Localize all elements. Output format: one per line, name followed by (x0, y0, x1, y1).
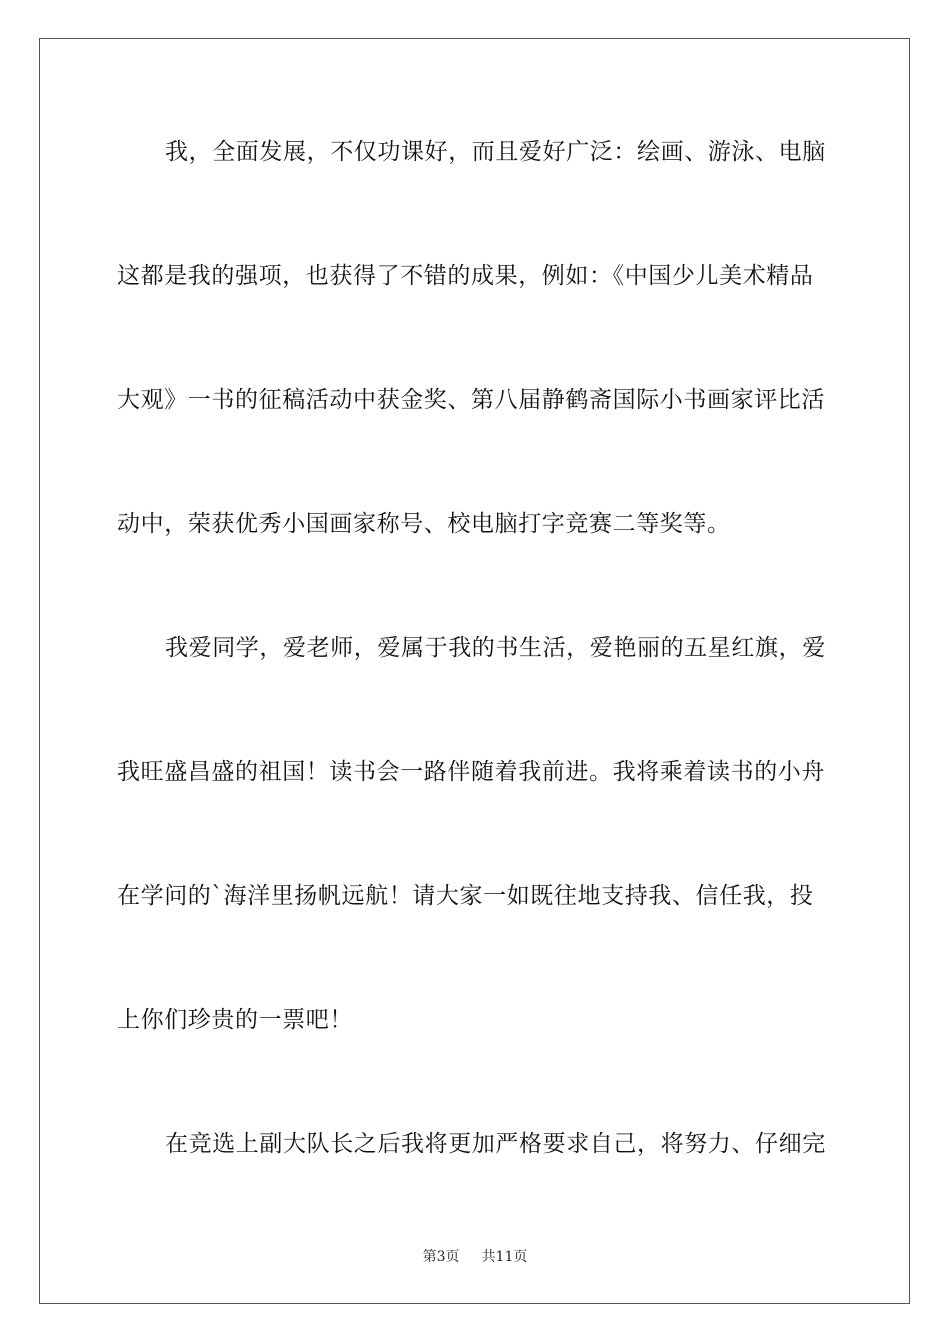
page-frame (39, 38, 910, 1304)
text-line: 我旺盛昌盛的祖国！读书会一路伴随着我前进。我将乘着读书的小舟 (117, 759, 825, 785)
page-total: 共11页 (481, 1249, 528, 1265)
text-line: 在学问的`海洋里扬帆远航！请大家一如既往地支持我、信任我，投 (117, 883, 814, 909)
text-line: 在竞选上副大队长之后我将更加严格要求自己，将努力、仔细完 (165, 1131, 826, 1157)
text-line: 上你们珍贵的一票吧！ (117, 1007, 353, 1033)
page-number: 第3页 (422, 1249, 460, 1265)
text-line: 我，全面发展，不仅功课好，而且爱好广泛：绘画、游泳、电脑 (165, 139, 826, 165)
text-line: 大观》一书的征稿活动中获金奖、第八届静鹤斋国际小书画家评比活 (117, 387, 825, 413)
text-line: 我爱同学，爱老师，爱属于我的书生活，爱艳丽的五星红旗，爱 (165, 635, 826, 661)
page-footer (0, 1248, 950, 1266)
text-line: 这都是我的强项，也获得了不错的成果，例如：《中国少儿美术精品 (117, 263, 814, 289)
text-line: 动中，荣获优秀小国画家称号、校电脑打字竞赛二等奖等。 (117, 511, 731, 537)
